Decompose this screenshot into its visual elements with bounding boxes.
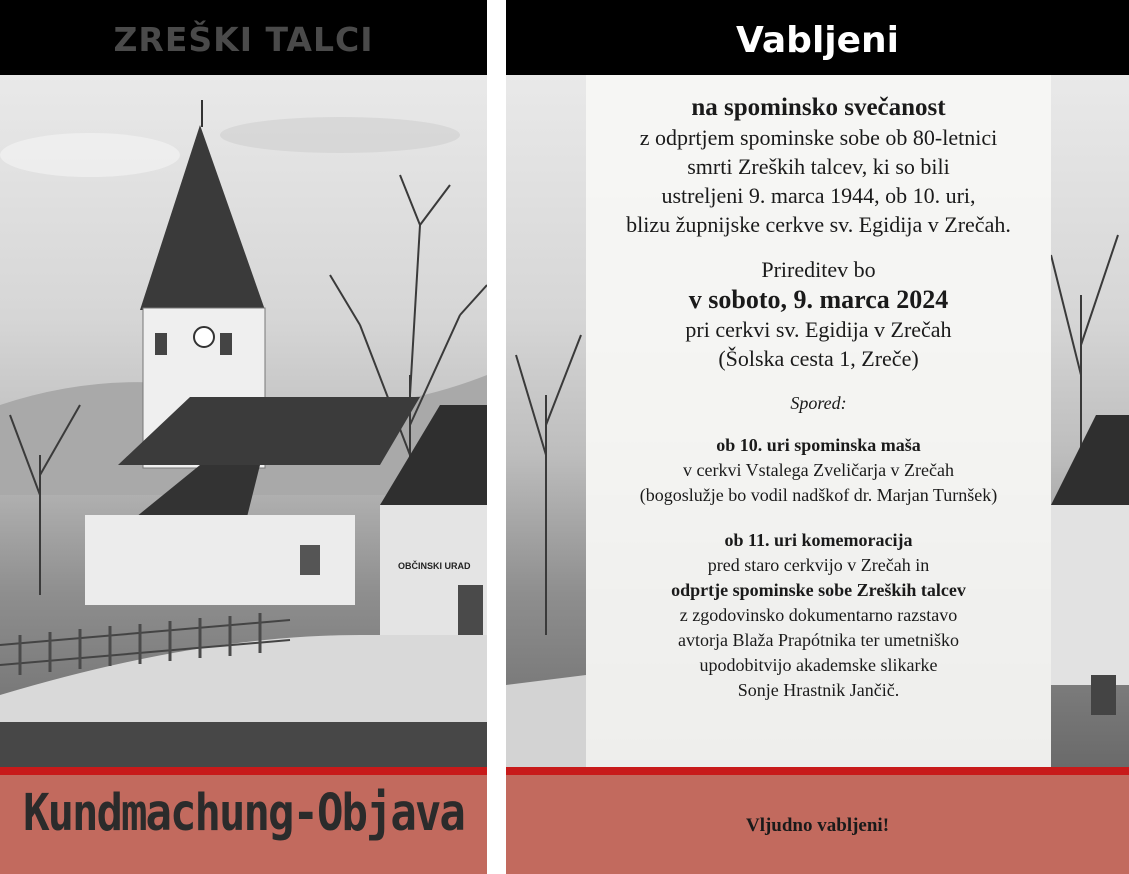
left-dark-band	[0, 722, 487, 767]
program-item-line: avtorja Blaža Prapótnika ter umetniško	[678, 630, 959, 650]
intro-line: z odprtjem spominske sobe ob 80-letnici	[639, 125, 998, 150]
footer-title: Kundmachung-Objava	[23, 784, 464, 843]
program-item-line: Sonje Hrastnik Jančič.	[737, 680, 900, 700]
invitation-text	[586, 93, 1051, 703]
program-item-line: z zgodovinsko dokumentarno razstavo	[679, 605, 958, 625]
left-panel	[0, 0, 487, 874]
left-panel-title: ZREŠKI TALCI	[113, 20, 374, 59]
invitation-box	[586, 75, 1051, 767]
office-sign: OBČINSKI URAD	[398, 561, 471, 571]
event-date: v soboto, 9. marca 2024	[688, 285, 949, 314]
intro-line: ustreljeni 9. marca 1944, ob 10. uri,	[661, 183, 976, 208]
program-item-title: ob 10. uri spominska maša	[716, 435, 921, 455]
closing-text: Vljudno vabljeni!	[745, 815, 890, 836]
program-item-line: pred staro cerkvijo v Zrečah in	[707, 555, 930, 575]
intro-line: blizu župnijske cerkve sv. Egidija v Zrečah.	[626, 212, 1011, 237]
program-item-line: upodobitvijo akademske slikarke	[699, 655, 938, 675]
intro-line: smrti Zreških talcev, ki so bili	[687, 154, 950, 179]
event-address: (Šolska cesta 1, Zreče)	[718, 346, 919, 371]
program-item-title: ob 11. uri komemoracija	[724, 530, 913, 550]
program-heading: Spored:	[790, 393, 847, 413]
program-item-line: (bogoslužje bo vodil nadškof dr. Marjan Turnšek)	[639, 485, 998, 505]
intro-heading: na spominsko svečanost	[691, 94, 946, 121]
right-red-line	[506, 767, 1129, 775]
event-place: pri cerkvi sv. Egidija v Zrečah	[685, 317, 952, 342]
program-item-line: v cerkvi Vstalega Zveličarja v Zrečah	[682, 460, 955, 480]
left-red-line	[0, 767, 487, 775]
church-photo	[0, 75, 487, 767]
right-panel	[506, 0, 1129, 874]
right-panel-title: Vabljeni	[735, 20, 900, 61]
church-illustration	[0, 75, 487, 767]
program-item-highlight: odprtje spominske sobe Zreških talcev	[671, 580, 966, 600]
event-intro: Prireditev bo	[761, 257, 876, 282]
